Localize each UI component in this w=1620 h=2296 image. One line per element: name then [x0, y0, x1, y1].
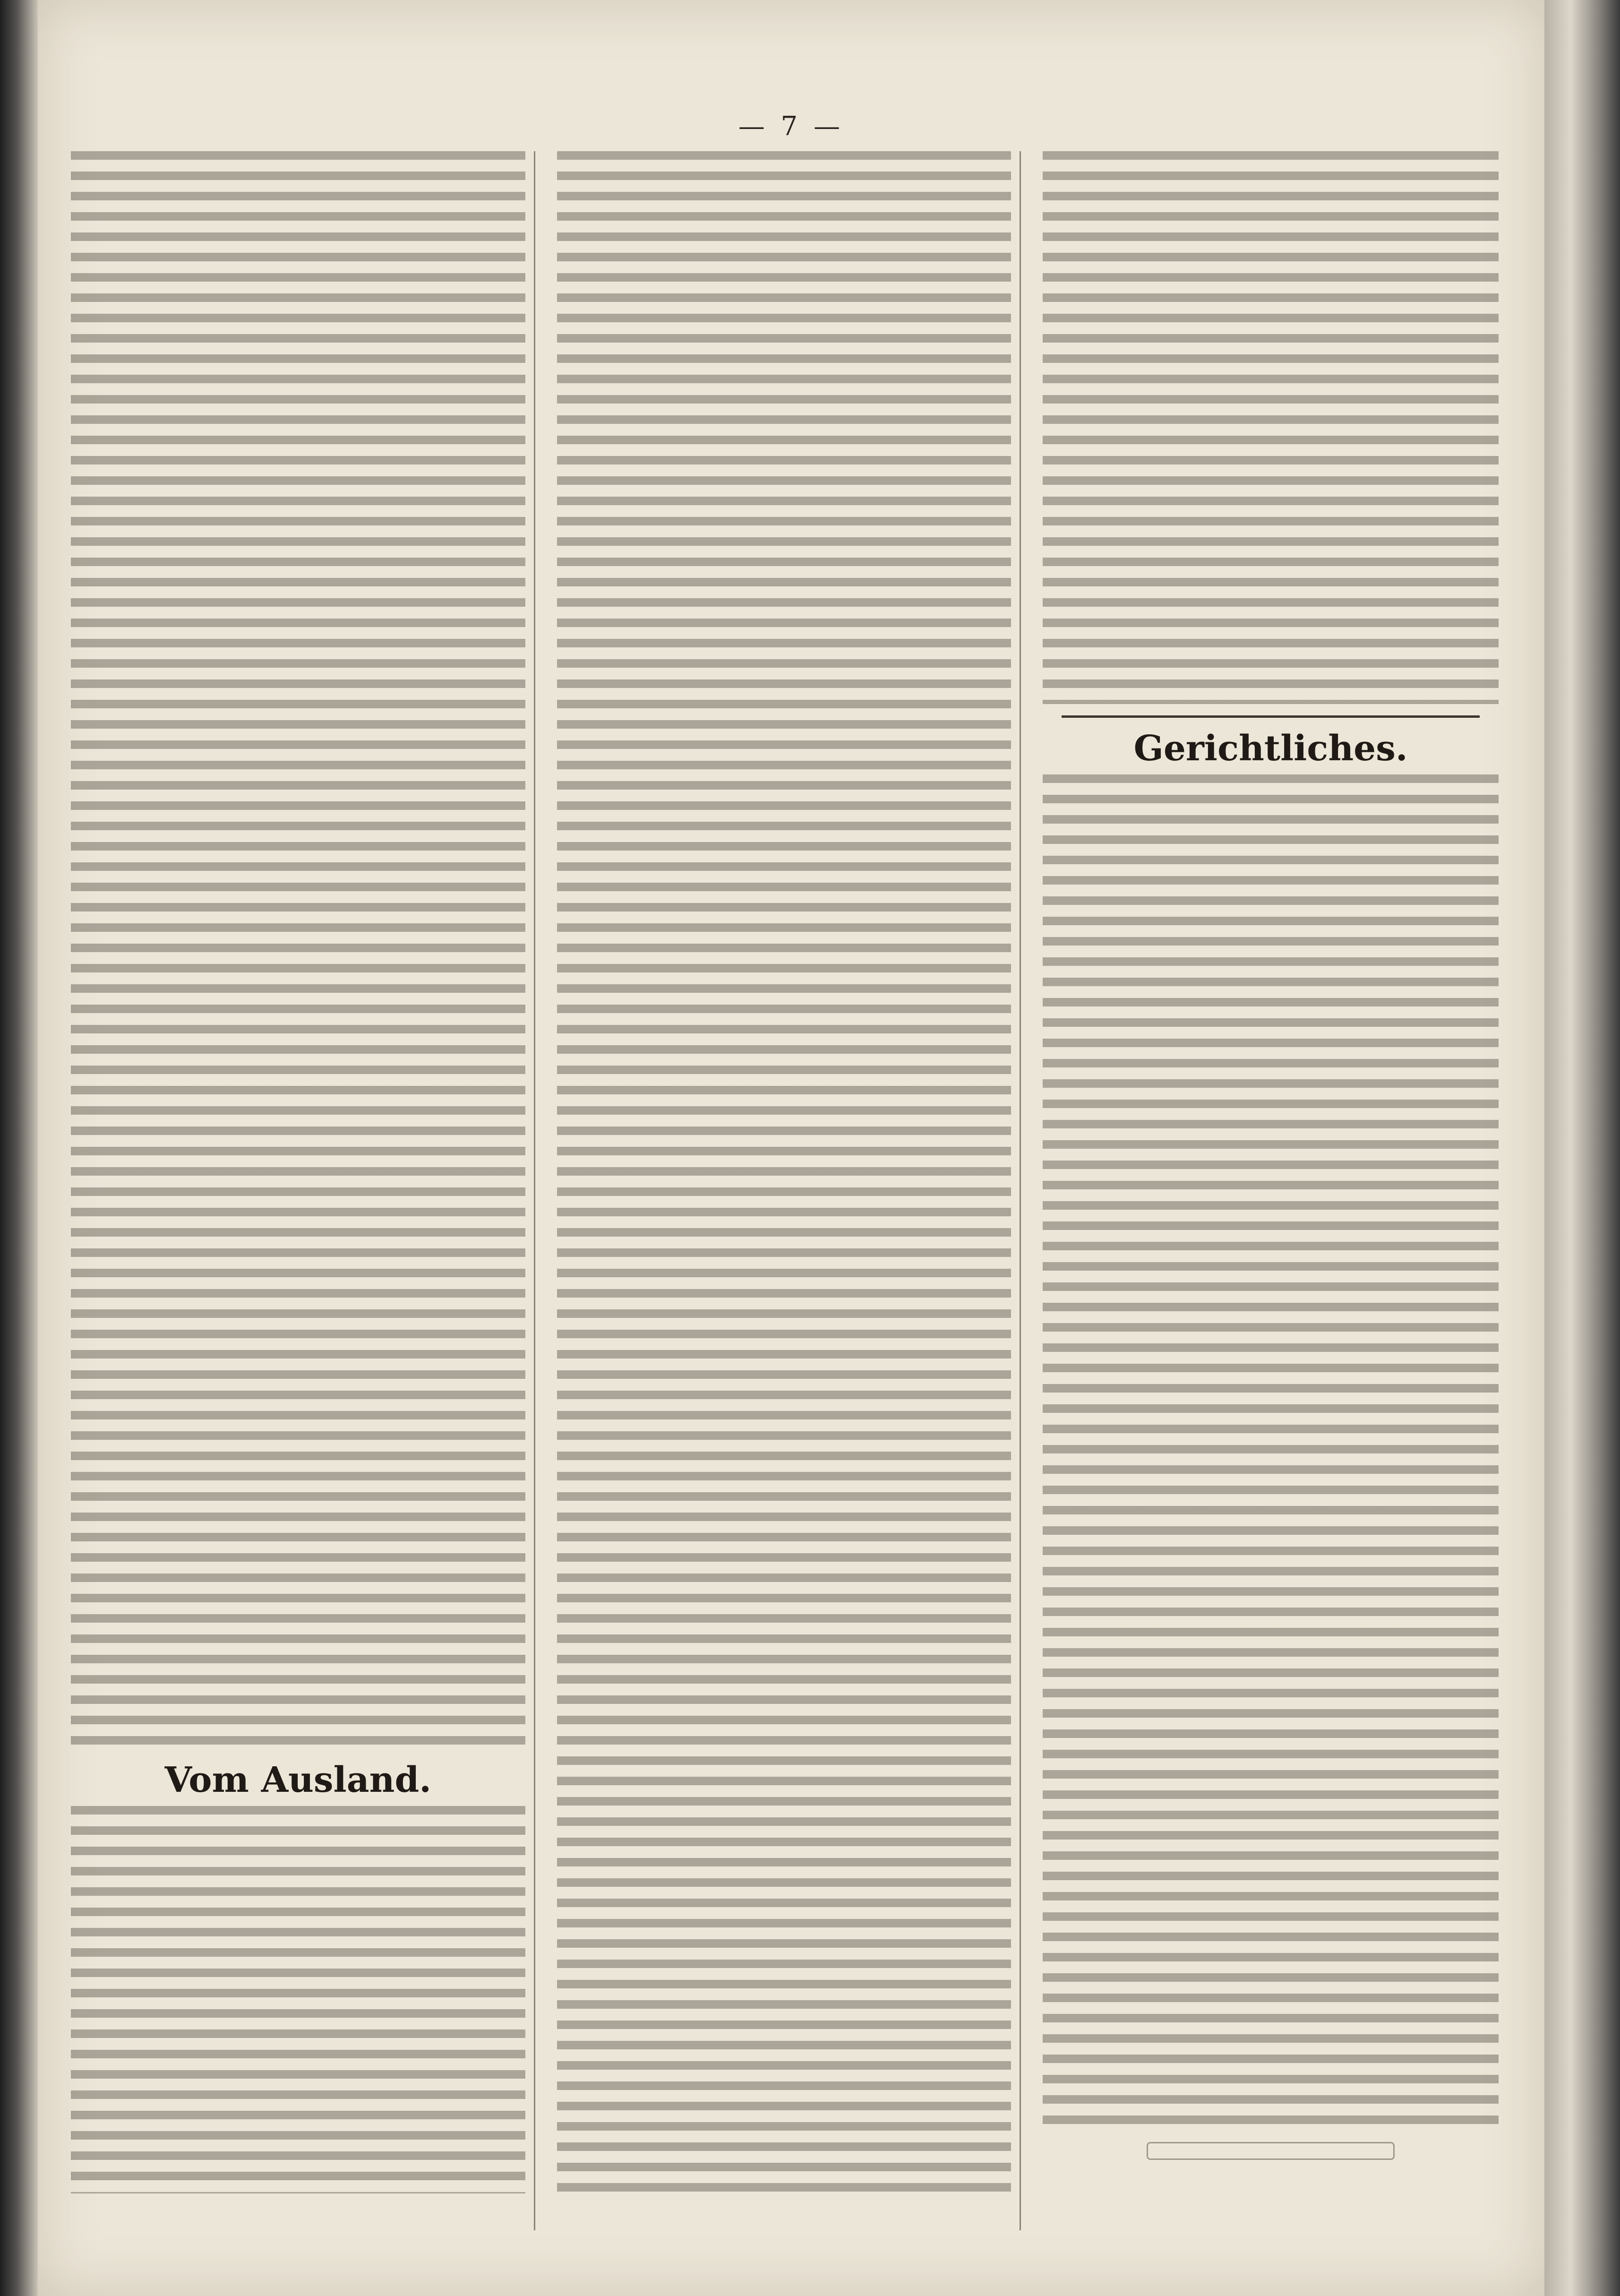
article-text-block: [557, 151, 1011, 2202]
page-edge-shadow: [1544, 0, 1620, 2296]
article-text-block: [71, 151, 525, 1748]
article-text-block: [1043, 774, 1499, 2131]
article-text-block: [71, 1806, 525, 2193]
newspaper-page: [38, 0, 1544, 2296]
article-text-block: [1043, 151, 1499, 704]
page-number: — 7 —: [738, 111, 844, 142]
column-3: [1043, 151, 1507, 2230]
printer-imprint: [1147, 2142, 1395, 2160]
section-heading-gerichtliches: Gerichtliches.: [1133, 728, 1408, 769]
divider-rule: [1062, 715, 1480, 718]
previous-page-edge: [0, 0, 38, 2296]
column-2: [557, 151, 1021, 2230]
article-columns: [71, 151, 1507, 2230]
section-heading-vom-ausland: Vom Ausland.: [164, 1760, 431, 1800]
column-1: [71, 151, 535, 2230]
